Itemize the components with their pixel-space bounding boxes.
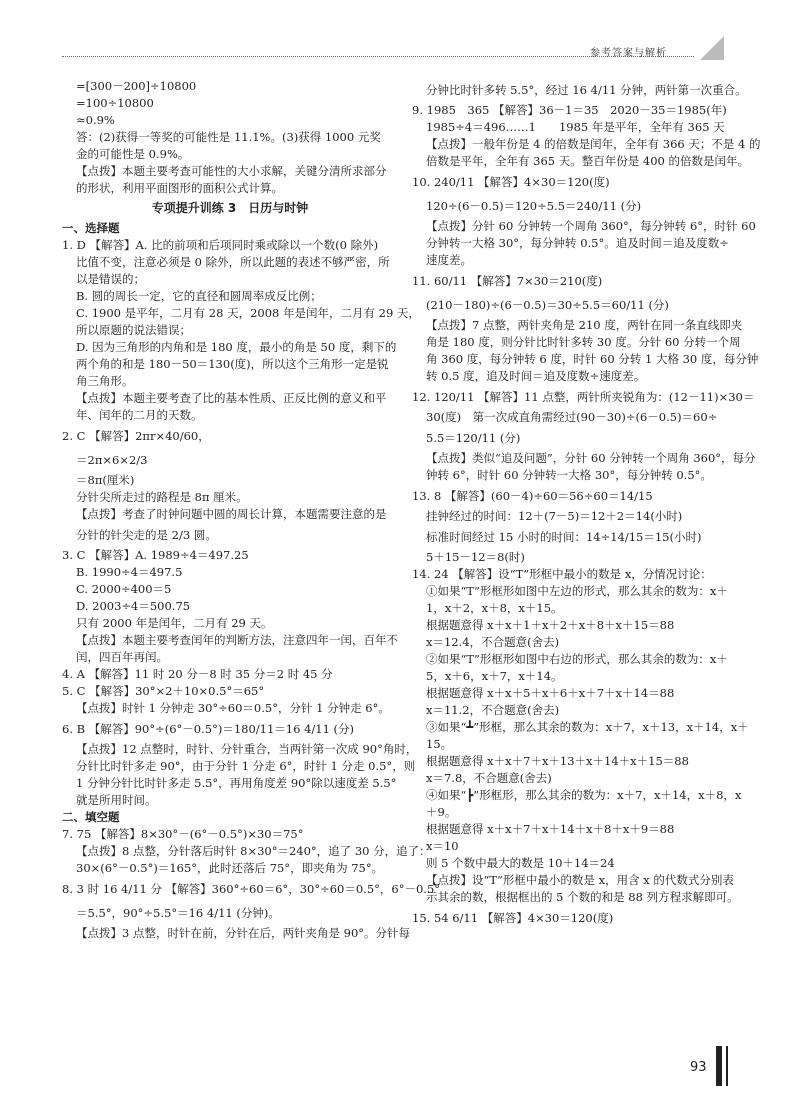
text-line: 【点拨】设“T”形框中最小的数是 x，用含 x 的代数式分别表 [426,873,734,887]
text-line: 120÷(6－0.5)＝120÷5.5＝240/11 (分) [426,199,642,213]
text-line: 转 0.5 度，追及时间＝追及度数÷速度差。 [426,369,646,383]
text-line: 根据题意得 x＋x＋7＋x＋13＋x＋14＋x＋15＝88 [426,754,689,768]
text-line: 6. B 【解答】90°÷(6°－0.5°)＝180/11＝16 4/11 (分) [62,722,355,736]
text-line: B. 圆的周长一定，它的直径和圆周率成反比例； [76,289,322,303]
text-line: ①如果“T”形框形如图中左边的形式，那么其余的数为：x＋ [426,584,728,598]
section-heading: 一、选择题 [62,221,120,235]
text-line: 【点拨】考查了时钟问题中圆的周长计算，本题需要注意的是 [76,507,387,521]
text-line: 答：(2)获得一等奖的可能性是 11.1%。(3)获得 1000 元奖 [76,130,381,144]
text-line: 分钟转一大格 30°，每分钟转 0.5°。追及时间＝追及度数÷ [426,236,729,250]
text-line: 根据题意得 x＋x＋5＋x＋6＋x＋7＋x＋14＝88 [426,686,675,700]
text-line: 【点拨】一般年份是 4 的倍数是闰年，全年有 366 天；不是 4 的 [426,137,761,151]
text-line: 【点拨】分针 60 分钟转一个周角 360°，每分钟转 6°，时针 60 [426,219,756,233]
text-line: 【点拨】本题主要考查了比的基本性质、正反比例的意义和平 [76,391,387,405]
text-line: x＝12.4，不合题意(舍去) [426,635,560,649]
text-line: 速度差。 [426,253,472,267]
text-line: ②如果“T”形框形如图中右边的形式，那么其余的数为：x＋ [426,652,728,666]
text-line: 5. C 【解答】30°×2＋10×0.5°＝65° [62,684,265,698]
text-line: ＝2π×6×2/3 [76,453,148,467]
text-line: 角 360 度，每分钟转 6 度，时针 60 分转 1 大格 30 度，每分钟 [426,352,759,366]
text-line: =[300－200]÷10800 [76,79,197,93]
text-line: 1985÷4＝496……1 1985 年是平年，全年有 365 天 [426,120,725,134]
text-line: 【点拨】3 点整，时针在前，分针在后，两针夹角是 90°。分针每 [76,926,411,940]
text-line: 1，x＋2，x＋8，x＋15。 [426,601,563,615]
text-line: D. 2003÷4＝500.75 [76,599,191,613]
text-line: 两个角的和是 180－50＝130(度)，所以这个三角形一定是锐 [76,357,389,371]
text-line: C. 1900 是平年，二月有 28 天，2008 年是闰年，二月有 29 天， [76,306,420,320]
text-line: 15. 54 6/11 【解答】4×30＝120(度) [412,911,614,925]
text-line: 倍数是平年，全年有 365 天。整百年份是 400 的倍数是闰年。 [426,154,750,168]
text-line: 金的可能性是 0.9%。 [76,147,190,161]
text-line: 【点拨】8 点整，分针落后时针 8×30°＝240°，追了 30 分，追了： [76,844,431,858]
section-heading: 二、填空题 [62,810,120,824]
text-line: 1 分钟分针比时针多走 5.5°，再用角度差 90°除以速度差 5.5° [76,776,397,790]
text-line: 的形状，利用平面图形的面积公式计算。 [76,181,283,195]
text-line: ＝8π(厘米) [76,473,135,487]
text-line: 年、闰年的二月的天数。 [76,408,203,422]
text-line: 1. D 【解答】A. 比的前项和后项同时乘或除以一个数(0 除外) [62,238,379,252]
section-title: 专项提升训练 3 日历与时钟 [151,201,309,215]
text-line: =100÷10800 [76,96,154,110]
text-line: ③如果“┻”形框，那么其余的数为：x＋7，x＋13，x＋14，x＋ [426,720,749,734]
text-line: ④如果“┣”形框形，那么其余的数为：x＋7，x＋14，x＋8，x [426,788,742,802]
text-line: 挂钟经过的时间：12＋(7－5)＝12＋2＝14(小时) [426,509,683,523]
text-line: 2. C 【解答】2πr×40/60， [62,429,210,443]
text-line: 示其余的数，根据框出的 5 个数的和是 88 列方程求解即可。 [426,890,739,904]
text-line: (210－180)÷(6－0.5)＝30÷5.5＝60/11 (分) [426,298,669,312]
text-line: ＝5.5°，90°÷5.5°＝16 4/11 (分钟)。 [76,906,280,920]
text-line: 比值不变，注意必须是 0 除外，所以此题的表述不够严密，所 [76,255,390,269]
text-line: 【点拨】7 点整，两针夹角是 210 度，两针在同一条直线即夹 [426,318,743,332]
text-line: 【点拨】类似“追及问题”，分针 60 分钟转一个周角 360°，每分 [426,451,756,465]
text-line: 3. C 【解答】A. 1989÷4＝497.25 [62,548,249,562]
text-line: 标准时间经过 15 小时的时间：14÷14/15＝15(小时) [426,530,702,544]
text-line: 根据题意得 x＋x＋1＋x＋2＋x＋8＋x＋15＝88 [426,618,675,632]
text-line: ≈0.9% [76,113,115,127]
text-line: 14. 24 【解答】设“T”形框中最小的数是 x，分情况讨论： [412,567,712,581]
text-line: 角三角形。 [76,374,134,388]
text-line: 【点拨】本题主要考查闰年的判断方法，注意四年一闰，百年不 [76,633,398,647]
text-line: 15。 [426,737,453,751]
text-line: D. 因为三角形的内角和是 180 度，最小的角是 50 度，剩下的 [76,340,397,354]
text-line: C. 2000÷400＝5 [76,582,172,596]
text-line: 就是所用时间。 [76,793,157,807]
text-line: 30×(6°－0.5°)＝165°，此时还落后 75°，即夹角为 75°。 [76,861,384,875]
text-line: 以是错误的； [76,272,145,286]
text-line: x＝10 [426,839,459,853]
text-line: 13. 8 【解答】(60－4)÷60＝56÷60＝14/15 [412,489,653,503]
text-line: 角是 180 度，则分针比时针多转 30 度。分针 60 分转一个周 [426,335,741,349]
text-line: 只有 2000 年是闰年，二月有 29 天。 [76,616,273,630]
text-line: 8. 3 时 16 4/11 分 【解答】360°÷60＝6°，30°÷60＝0.5°，6°－0.5° [62,882,441,896]
text-line: 【点拨】12 点整时，时针、分针重合，当两针第一次成 90°角时， [76,742,418,756]
text-line: 11. 60/11 【解答】7×30＝210(度) [412,274,603,288]
text-line: 12. 120/11 【解答】11 点整，两针所夹锐角为：(12－11)×30＝ [412,390,755,404]
page-bar-thick [716,1046,722,1086]
text-line: B. 1990÷4＝497.5 [76,565,183,579]
text-line: 分钟比时针多转 5.5°，经过 16 4/11 分钟，两针第一次重合。 [426,83,747,97]
text-line: 10. 240/11 【解答】4×30＝120(度) [412,175,610,189]
text-line: 9. 1985 365 【解答】36－1＝35 2020－35＝1985(年) [412,103,727,117]
page-number: 93 [690,1060,707,1075]
text-line: 5＋15－12＝8(时) [426,550,525,564]
text-line: ＋9。 [426,805,457,819]
text-line: 分针尖所走过的路程是 8π 厘米。 [76,490,248,504]
page-bar-thin [726,1046,728,1086]
text-line: 5.5＝120/11 (分) [426,431,521,445]
right-column [412,78,761,930]
text-line: 所以原题的说法错误； [76,323,191,337]
text-line: 分针的针尖走的是 2/3 圆。 [76,528,217,542]
text-line: 4. A 【解答】11 时 20 分－8 时 35 分＝2 时 45 分 [62,667,333,681]
header-corner-mark [700,36,724,60]
text-line: 根据题意得 x＋x＋7＋x＋14＋x＋8＋x＋9＝88 [426,822,675,836]
text-line: 30(度) 第一次成直角需经过(90－30)÷(6－0.5)＝60÷ [426,410,718,424]
text-line: 分针比时针多走 90°，由于分针 1 分走 6°，时针 1 分走 0.5°，则 [76,759,416,773]
header-label: 参考答案与解析 [590,48,667,59]
text-line: 7. 75 【解答】8×30°－(6°－0.5°)×30＝75° [62,827,304,841]
text-line: 闰，四百年再闰。 [76,650,168,664]
text-line: 【点拨】时针 1 分钟走 30°÷60＝0.5°，分针 1 分钟走 6°。 [76,701,390,715]
text-line: x＝11.2，不合题意(舍去) [426,703,560,717]
text-line: 【点拨】本题主要考查可能性的大小求解，关键分清所求部分 [76,164,387,178]
text-line: 则 5 个数中最大的数是 10＋14＝24 [426,856,615,870]
text-line: x＝7.8，不合题意(舍去) [426,771,552,785]
text-line: 5，x＋6，x＋7，x＋14。 [426,669,563,683]
text-line: 钟转 6°，时针 60 分钟转一大格 30°，每分钟转 0.5°。 [426,468,712,482]
